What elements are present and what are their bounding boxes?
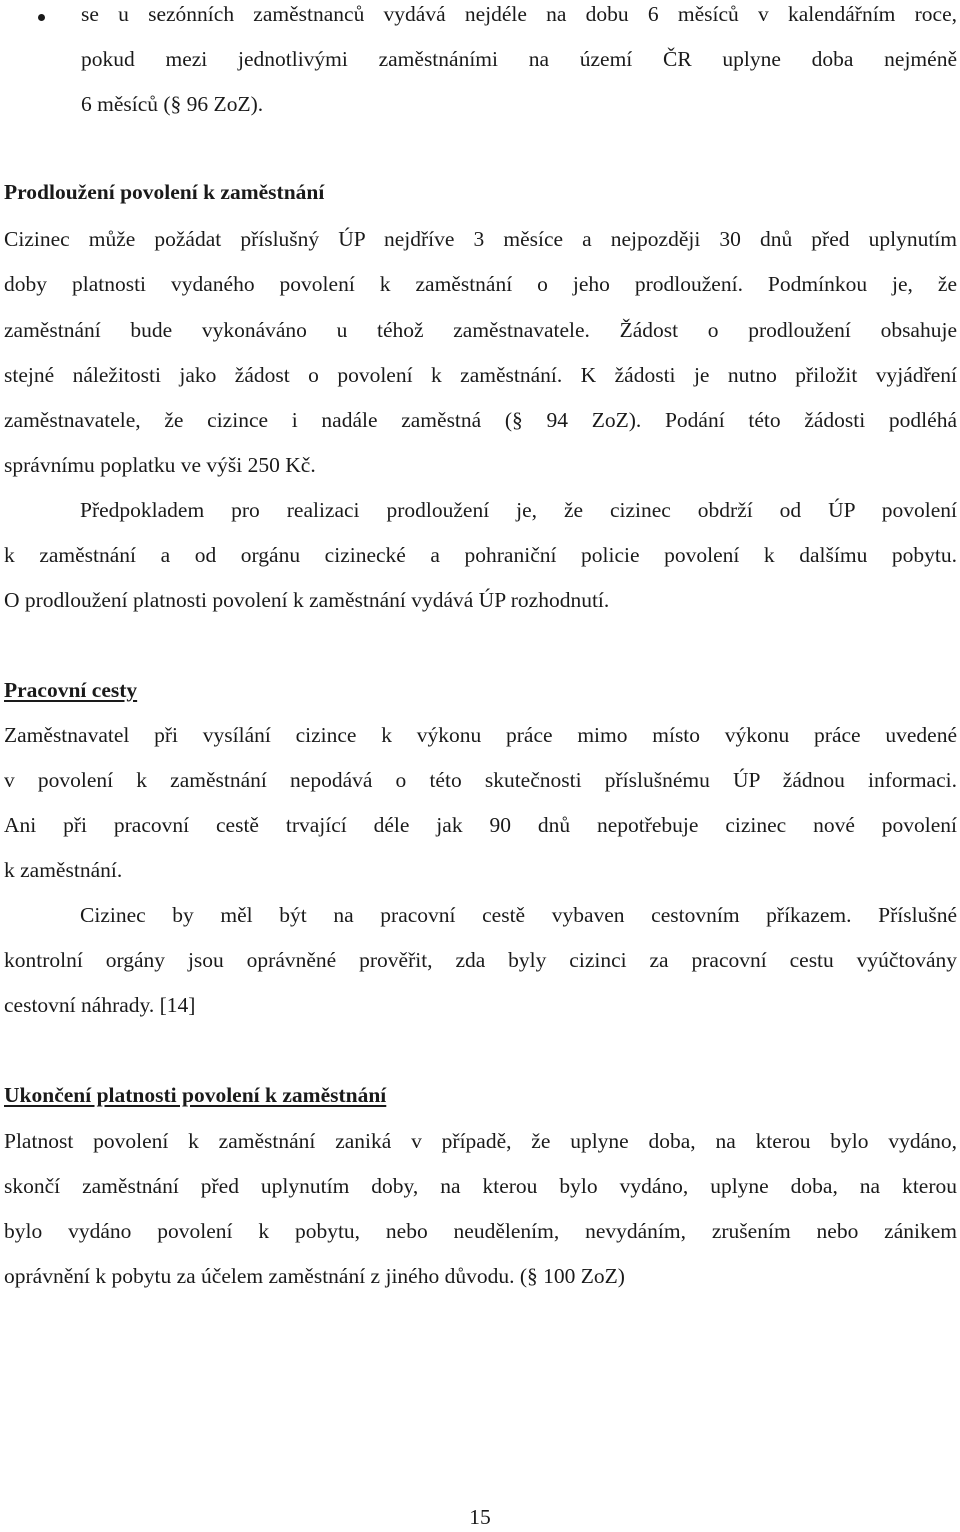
text-line: O prodloužení platnosti povolení k zaměstnání vydává ÚP rozhodnutí.: [4, 588, 610, 612]
text-line: cestovní náhrady. [14]: [4, 993, 196, 1017]
text-line: 6 měsíců (§ 96 ZoZ).: [81, 92, 264, 116]
text-line: doby platnosti vydaného povolení k zaměstnání o jeho prodloužení. Podmínkou je, že: [4, 272, 957, 296]
text-line: správnímu poplatku ve výši 250 Kč.: [4, 453, 316, 477]
text-line: Ani při pracovní cestě trvající déle jak 90 dnů nepotřebuje cizinec nové povolení: [4, 813, 957, 837]
page-number: 15: [469, 1505, 491, 1529]
text-line: v povolení k zaměstnání nepodává o této skutečnosti příslušnému ÚP žádnou informaci.: [4, 768, 957, 792]
text-line: Cizinec může požádat příslušný ÚP nejdříve 3 měsíce a nejpozději 30 dnů před uplynutím: [4, 227, 957, 251]
text-line: zaměstnání bude vykonáváno u téhož zaměstnavatele. Žádost o prodloužení obsahuje: [4, 318, 957, 342]
text-line: Předpokladem pro realizaci prodloužení je, že cizinec obdrží od ÚP povolení: [80, 498, 957, 522]
text-line: skončí zaměstnání před uplynutím doby, na kterou bylo vydáno, uplyne doba, na kterou: [4, 1174, 957, 1198]
text-line: k zaměstnání a od orgánu cizinecké a pohraniční policie povolení k dalšímu pobytu.: [4, 543, 957, 567]
text-line: stejné náležitosti jako žádost o povolení k zaměstnání. K žádosti je nutno přiložit vyjádření: [4, 363, 957, 387]
text-line: k zaměstnání.: [4, 858, 123, 882]
bullet-icon: [38, 14, 45, 21]
text-line: Cizinec by měl být na pracovní cestě vybaven cestovním příkazem. Příslušné: [80, 903, 957, 927]
section-heading: Pracovní cesty: [4, 678, 138, 702]
section-heading: Prodloužení povolení k zaměstnání: [4, 180, 325, 204]
text-line: pokud mezi jednotlivými zaměstnáními na území ČR uplyne doba nejméně: [81, 47, 957, 71]
text-line: bylo vydáno povolení k pobytu, nebo neudělením, nevydáním, zrušením nebo zánikem: [4, 1219, 957, 1243]
text-line: Platnost povolení k zaměstnání zaniká v případě, že uplyne doba, na kterou bylo vydáno,: [4, 1129, 957, 1153]
text-line: Zaměstnavatel při vysílání cizince k výkonu práce mimo místo výkonu práce uvedené: [4, 723, 957, 747]
text-line: se u sezónních zaměstnanců vydává nejdéle na dobu 6 měsíců v kalendářním roce,: [81, 2, 957, 26]
text-line: oprávnění k pobytu za účelem zaměstnání z jiného důvodu. (§ 100 ZoZ): [4, 1264, 625, 1288]
text-line: zaměstnavatele, že cizince i nadále zaměstná (§ 94 ZoZ). Podání této žádosti podléhá: [4, 408, 957, 432]
section-heading: Ukončení platnosti povolení k zaměstnání: [4, 1083, 387, 1107]
text-line: kontrolní orgány jsou oprávněné prověřit, zda byly cizinci za pracovní cestu vyúčtovány: [4, 948, 957, 972]
